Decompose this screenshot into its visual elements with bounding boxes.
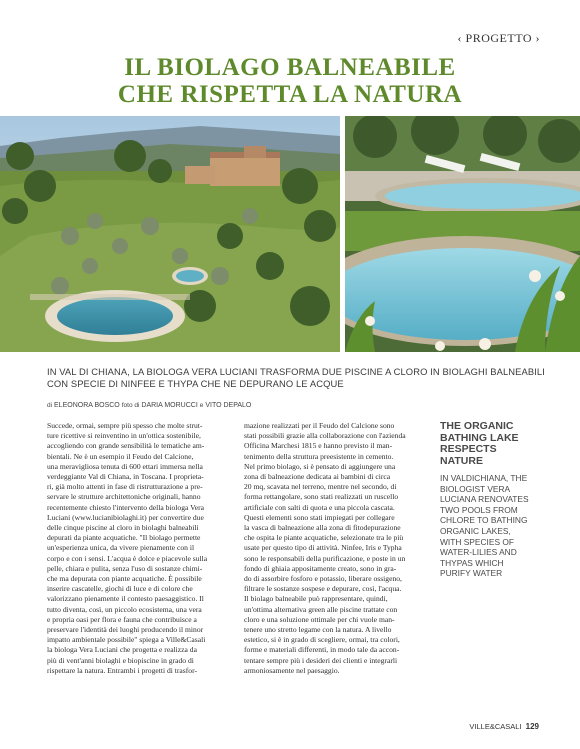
body-column-1 [47, 421, 235, 676]
summary-title-line: RESPECTS [440, 443, 497, 455]
summary-text-line: THYPAS WHICH [440, 557, 504, 568]
body-line: che ma depurata con piante acquatiche. È possibile [47, 574, 202, 584]
body-line: un'ottima alternativa green alle piscine trattate con [244, 604, 398, 614]
body-line: Officina Marchesi 1815 e hanno previsto il man- [244, 441, 393, 451]
body-line: usate per questo tipo di attività. Ninfee, Iris e Typha [244, 543, 402, 553]
body-line: recentemente chiesto l'intervento della biologa Vera [47, 502, 205, 512]
body-line: mazione realizzati per il Feudo del Calcione sono [244, 421, 395, 430]
body-line: armoniosamente nel paesaggio. [244, 665, 340, 675]
body-line: tenere uno stretto legame con la natura. A livello [244, 625, 392, 635]
body-line: forme e materiali differenti, in modo tale da accon- [244, 645, 400, 655]
lead-line-1: IN VAL DI CHIANA, LA BIOLOGA VERA LUCIANI TRASFORMA DUE PISCINE A CLORO IN BIOLAGHI BALNEABILI [47, 366, 545, 377]
body-line: Il biolago balneabile può rappresentare, quindi, [244, 594, 388, 604]
summary-text-line: LUCIANA RENOVATES [440, 494, 529, 505]
english-summary-text [440, 473, 552, 579]
body-line: ri, già molto attenti in fase di ristrutturazione a pre- [47, 482, 203, 492]
body-line: 20 mq, scavata nel terreno, mentre nel secondo, di [244, 482, 397, 492]
author-name: ELEONORA BOSCO [54, 402, 120, 409]
summary-text-line: CHLORE TO BATHING [440, 515, 528, 526]
photographer-name: DARIA MORUCCI [141, 402, 198, 409]
summary-text-line: IN VALDICHIANA, THE [440, 473, 528, 483]
credits-and-label: e [199, 402, 204, 409]
body-line: rispettare la natura. Entrambi i progetti di trasfor- [47, 665, 197, 675]
body-line: valorizzano pienamente il contesto paesaggistico. Il [47, 594, 204, 604]
body-line: estetico, si è in grado di scegliere, ormai, tra colori, [244, 635, 400, 645]
body-line: ture ricettive si reinventino in un'ottica sostenibile, [47, 431, 201, 441]
biolake-pool-photo [345, 116, 580, 352]
estate-aerial-photo [0, 116, 340, 352]
body-line: delle cinque piscine al cloro in biolaghi balneabili [47, 523, 199, 533]
body-line: la vasca di balneazione alla zona di fitodepurazione [244, 523, 401, 533]
body-line: più di vent'anni biolaghi e biopiscine in grado di [47, 655, 194, 665]
body-line: cloro e una soluzione ottimale per chi vuole man- [244, 614, 395, 624]
body-line: accogliendo con grande sensibilità le tematiche am- [47, 441, 205, 451]
body-line: Questi elementi sono stati impiegati per collegare [244, 512, 395, 522]
body-line: tenimento della struttura preesistente in cemento. [244, 451, 394, 461]
body-line: artificiale con salti di quota e una piccola cascata. [244, 502, 395, 512]
title-line-2: CHE RISPETTA LA NATURA [117, 81, 463, 108]
body-line: un'esperienza unica, da vivere pienamente con il [47, 543, 195, 553]
page-folio [469, 722, 539, 731]
body-line: impatto ambientale possibile" spiega a Ville&Casali [47, 635, 206, 645]
credits-by-label: di [47, 402, 53, 409]
credits-photo-label: foto di [121, 402, 140, 409]
body-line: fondo di ghiaia appositamente creato, sono in gra- [244, 563, 397, 573]
summary-text-line: ORGANIC LAKES, [440, 525, 511, 536]
summary-text-line: WATER-LILIES AND [440, 547, 517, 558]
summary-text-line: BIOLOGIST VERA [440, 483, 511, 494]
article-lead [47, 366, 547, 390]
summary-text-line: PURIFY WATER [440, 568, 503, 579]
english-summary-box [440, 421, 552, 579]
body-line: stati possibili grazie alla collaborazione con l'azienda [244, 431, 406, 441]
body-column-2 [244, 421, 432, 676]
body-line: una meravigliosa tenuta di 600 ettari immersa nella [47, 461, 203, 471]
article-credits [47, 402, 447, 409]
body-line: verdeggiante Val di Chiana, in Toscana. I proprieta- [47, 472, 204, 482]
page-number: 129 [525, 722, 539, 731]
summary-title-line: NATURE [440, 454, 483, 467]
body-line: Succede, ormai, sempre più spesso che molte strut- [47, 421, 203, 430]
magazine-name: VILLE&CASALI [469, 722, 522, 731]
body-line: tutto diventa, così, un piccolo ecosistema, una vera [47, 604, 202, 614]
section-label: ‹ PROGETTO › [457, 31, 540, 45]
body-line: Nel primo biolago, si è pensato di aggiungere una [244, 461, 396, 471]
article-title [0, 54, 580, 108]
body-line: depurati da piante acquatiche. "Il biolago permette [47, 533, 201, 543]
body-line: sono le responsabili della purificazione, e poste in un [244, 553, 406, 563]
summary-text-line: WITH SPECIES OF [440, 536, 514, 547]
body-line: servare le strutture architettoniche originali, hanno [47, 492, 201, 502]
body-line: e propria oasi per flora e fauna che contribuisce a [47, 614, 197, 624]
body-line: pelle, chiara e pulita, senza l'uso di sostanze chimi- [47, 563, 203, 573]
summary-text-line: TWO POOLS FROM [440, 504, 518, 515]
title-line-1: IL BIOLAGO BALNEABILE [124, 54, 456, 81]
body-line: filtrare le sostanze sospese e depurare, così, l'acqua. [244, 584, 402, 594]
body-line: preservare l'identità dei luoghi producendo il minor [47, 625, 204, 635]
summary-title-line: BATHING LAKE [440, 431, 519, 444]
body-line: che ospita le piante acquatiche, selezionate tra le più [244, 533, 404, 543]
photographer-name: VITO DEPALO [205, 402, 252, 409]
body-line: forma rettangolare, sono stati realizzati un ruscello [244, 492, 399, 502]
body-line: zona di balneazione dedicata ai bambini di circa [244, 472, 391, 482]
body-line: do di assorbire fosforo e potassio, liberare ossigeno, [244, 574, 402, 584]
body-line: corpo e con i sensi. L'acqua è dolce e piacevole sulla [47, 553, 208, 563]
body-line: inserire cascatelle, giochi di luce e di colore che [47, 584, 193, 594]
body-line: la biologa Vera Luciani che progetta e realizza da [47, 645, 197, 655]
body-line: tentare sempre più i desideri dei clienti e integrarli [244, 655, 398, 665]
summary-title-line: THE ORGANIC [440, 420, 514, 432]
english-summary-title [440, 421, 552, 467]
lead-line-2: CON SPECIE DI NINFEE E THYPA CHE NE DEPURANO LE ACQUE [47, 378, 344, 389]
body-line: Luciani (www.lucianibiolaghi.it) per convertire due [47, 512, 204, 522]
body-line: bientali. Ne è un esempio il Feudo del Calcione, [47, 451, 194, 461]
